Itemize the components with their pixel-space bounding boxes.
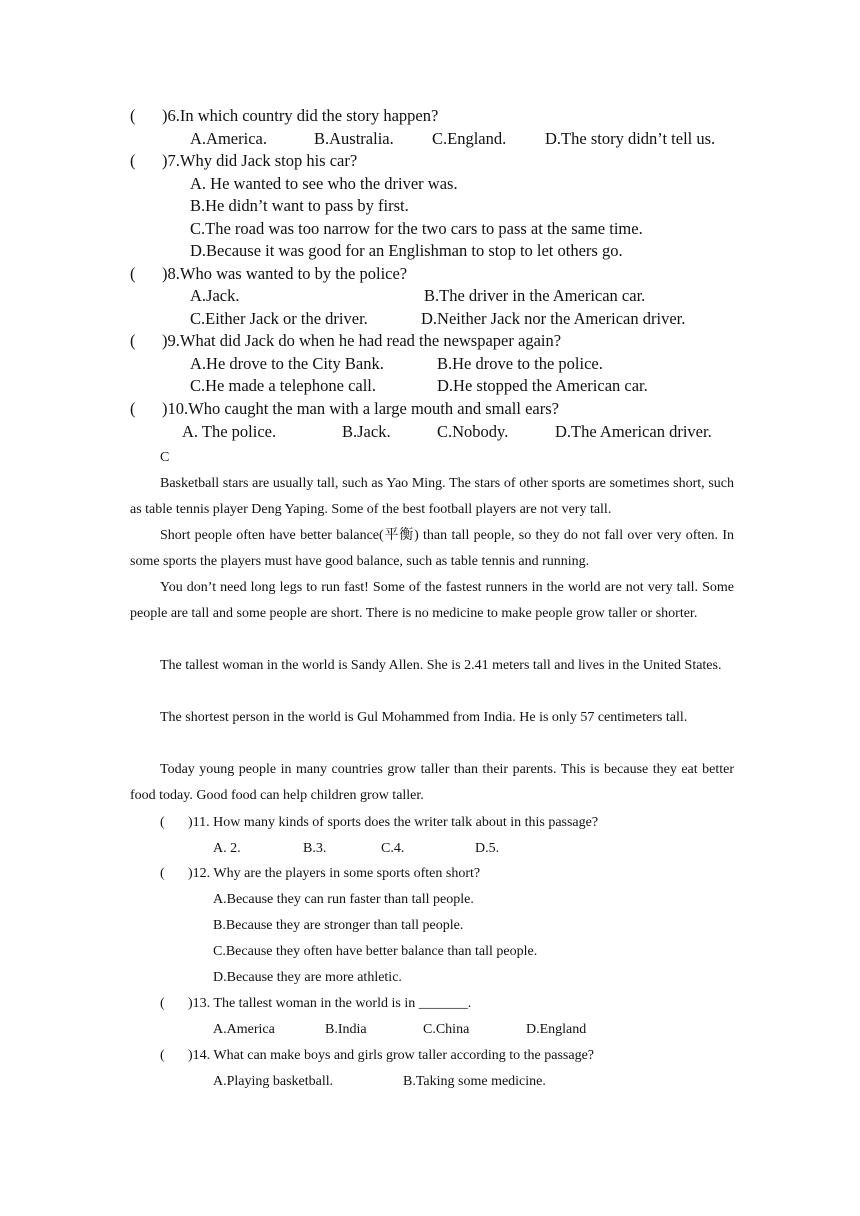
q6-option-a: A.America.	[190, 129, 267, 148]
q6-option-b: B.Australia.	[314, 129, 394, 148]
q10-option-b: B.Jack.	[342, 422, 391, 441]
q8-option-c: C.Either Jack or the driver.	[190, 309, 368, 328]
answer-paren: (	[160, 1048, 165, 1063]
question-14-stem: )14. What can make boys and girls grow taller according to the passage?	[188, 1048, 594, 1063]
q8-option-d: D.Neither Jack nor the American driver.	[421, 309, 686, 328]
q12-option-c: C.Because they often have better balance than tall people.	[213, 944, 538, 959]
q10-option-a: A. The police.	[182, 422, 277, 441]
q11-option-d: D.5.	[475, 841, 500, 856]
answer-paren: (	[130, 331, 136, 350]
q11-option-c: C.4.	[381, 841, 405, 856]
q7-option-a: A. He wanted to see who the driver was.	[190, 174, 458, 193]
answer-paren: (	[160, 815, 165, 830]
q13-option-a: A.America	[213, 1022, 275, 1037]
answer-paren: (	[130, 151, 136, 170]
answer-paren: (	[130, 399, 136, 418]
question-10-stem: )10.Who caught the man with a large mouth and small ears?	[162, 399, 559, 418]
q9-option-a: A.He drove to the City Bank.	[190, 354, 384, 373]
q6-option-c: C.England.	[432, 129, 507, 148]
question-12-stem: )12. Why are the players in some sports often short?	[188, 866, 481, 881]
passage-paragraph-6: Today young people in many countries grow taller than their parents. This is because they eat better food today. Good food can help children grow taller.	[130, 762, 734, 803]
q13-option-d: D.England	[526, 1022, 587, 1037]
answer-paren: (	[160, 866, 165, 881]
q13-option-b: B.India	[325, 1022, 367, 1037]
q10-option-c: C.Nobody.	[437, 422, 509, 441]
passage-paragraph-3: You don’t need long legs to run fast! Some of the fastest runners in the world are not very tall. Some people are tall and some people are short. There is no medicine to make people grow taller or shorter.	[130, 580, 734, 621]
answer-paren: (	[130, 106, 136, 125]
section-c-label: C	[160, 450, 170, 465]
q12-option-a: A.Because they can run faster than tall people.	[213, 892, 474, 907]
q12-option-d: D.Because they are more athletic.	[213, 970, 402, 985]
q11-option-b: B.3.	[303, 841, 327, 856]
question-8-stem: )8.Who was wanted to by the police?	[162, 264, 408, 283]
q11-option-a: A. 2.	[213, 841, 241, 856]
passage-paragraph-1: Basketball stars are usually tall, such as Yao Ming. The stars of other sports are sometimes short, such as table tennis player Deng Yaping. Some of the best football players are not very tall.	[130, 476, 734, 517]
passage-paragraph-2: Short people often have better balance(平衡) than tall people, so they do not fall over very often. In some sports the players must have good balance, such as table tennis and running.	[130, 528, 734, 569]
q6-option-d: D.The story didn’t tell us.	[545, 129, 716, 148]
question-6-stem: )6.In which country did the story happen?	[162, 106, 439, 125]
q9-option-d: D.He stopped the American car.	[437, 376, 648, 395]
question-11-stem: )11. How many kinds of sports does the writer talk about in this passage?	[188, 815, 599, 830]
answer-paren: (	[130, 264, 136, 283]
q7-option-d: D.Because it was good for an Englishman to stop to let others go.	[190, 241, 623, 260]
q8-option-a: A.Jack.	[190, 286, 240, 305]
q9-option-c: C.He made a telephone call.	[190, 376, 377, 395]
q7-option-c: C.The road was too narrow for the two cars to pass at the same time.	[190, 219, 643, 238]
q7-option-b: B.He didn’t want to pass by first.	[190, 196, 409, 215]
q8-option-b: B.The driver in the American car.	[424, 286, 646, 305]
question-9-stem: )9.What did Jack do when he had read the newspaper again?	[162, 331, 562, 350]
passage-paragraph-4: The tallest woman in the world is Sandy Allen. She is 2.41 meters tall and lives in the United States.	[160, 658, 722, 673]
q12-option-b: B.Because they are stronger than tall people.	[213, 918, 464, 933]
q14-option-b: B.Taking some medicine.	[403, 1074, 546, 1089]
q9-option-b: B.He drove to the police.	[437, 354, 603, 373]
q13-option-c: C.China	[423, 1022, 470, 1037]
answer-paren: (	[160, 996, 165, 1011]
q14-option-a: A.Playing basketball.	[213, 1074, 334, 1089]
q10-option-d: D.The American driver.	[555, 422, 712, 441]
passage-paragraph-5: The shortest person in the world is Gul Mohammed from India. He is only 57 centimeters tall.	[160, 710, 688, 725]
question-7-stem: )7.Why did Jack stop his car?	[162, 151, 358, 170]
question-13-stem: )13. The tallest woman in the world is in _______.	[188, 996, 472, 1011]
